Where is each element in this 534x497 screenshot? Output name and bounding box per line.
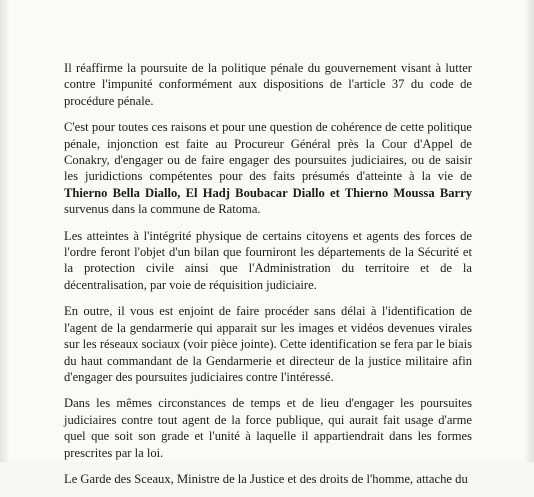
- injunction-location: survenus dans la commune de Ratoma.: [64, 202, 261, 217]
- document-body: [64, 60, 472, 497]
- victims-names: Thierno Bella Diallo, El Hadj Boubacar Diallo et Thierno Moussa Barry: [64, 185, 472, 200]
- paragraph-injunction: [64, 119, 472, 217]
- scan-shadow-right: [524, 0, 534, 462]
- paragraph-assessment: Les atteintes à l'intégrité physique de certains citoyens et agents des forces de l'ordre feront l'objet d'un bilan que fourniront les départements de la Sécurité et la protection civile ainsi que l'Administration du territoire et de la décentralisation, par voie de réquisition judiciaire.: [64, 228, 472, 292]
- paragraph-policy: Il réaffirme la poursuite de la politique pénale du gouvernement visant à lutter contre l'impunité conformément aux dispositions de l'article 37 du code de procédure pénale.: [64, 61, 472, 108]
- paragraph-prosecution: Dans les mêmes circonstances de temps et de lieu d'engager les poursuites judiciaires contre tout agent de la force publique, qui aurait fait usage d'arme quel que soit son grade et l'unité à laquelle il appartiendrait dans les formes prescrites par la loi.: [64, 396, 472, 460]
- paragraph-identification: En outre, il vous est enjoint de faire procéder sans délai à l'identification de l'agent de la gendarmerie qui apparait sur les images et vidéos devenues virales sur les réseaux sociaux (voir pièce jointe). Cette identification se fera par le biais du haut commandant de la Gendarmerie et directeur de la justice militaire afin d'engager des poursuites judiciaires contre l'intéressé.: [64, 304, 472, 384]
- injunction-text: C'est pour toutes ces raisons et pour une question de cohérence de cette politique pénale, injonction est faite au Procureur Général près la Cour d'Appel de Conakry, d'engager ou de faire engager des poursuites judiciaires, ou de saisir les juridictions compétentes pour des faits présumés d'atteinte à la vie de: [64, 120, 472, 184]
- scan-shadow-left: [0, 0, 10, 462]
- paragraph-minister: Le Garde des Sceaux, Ministre de la Justice et des droits de l'homme, attache du: [64, 471, 468, 486]
